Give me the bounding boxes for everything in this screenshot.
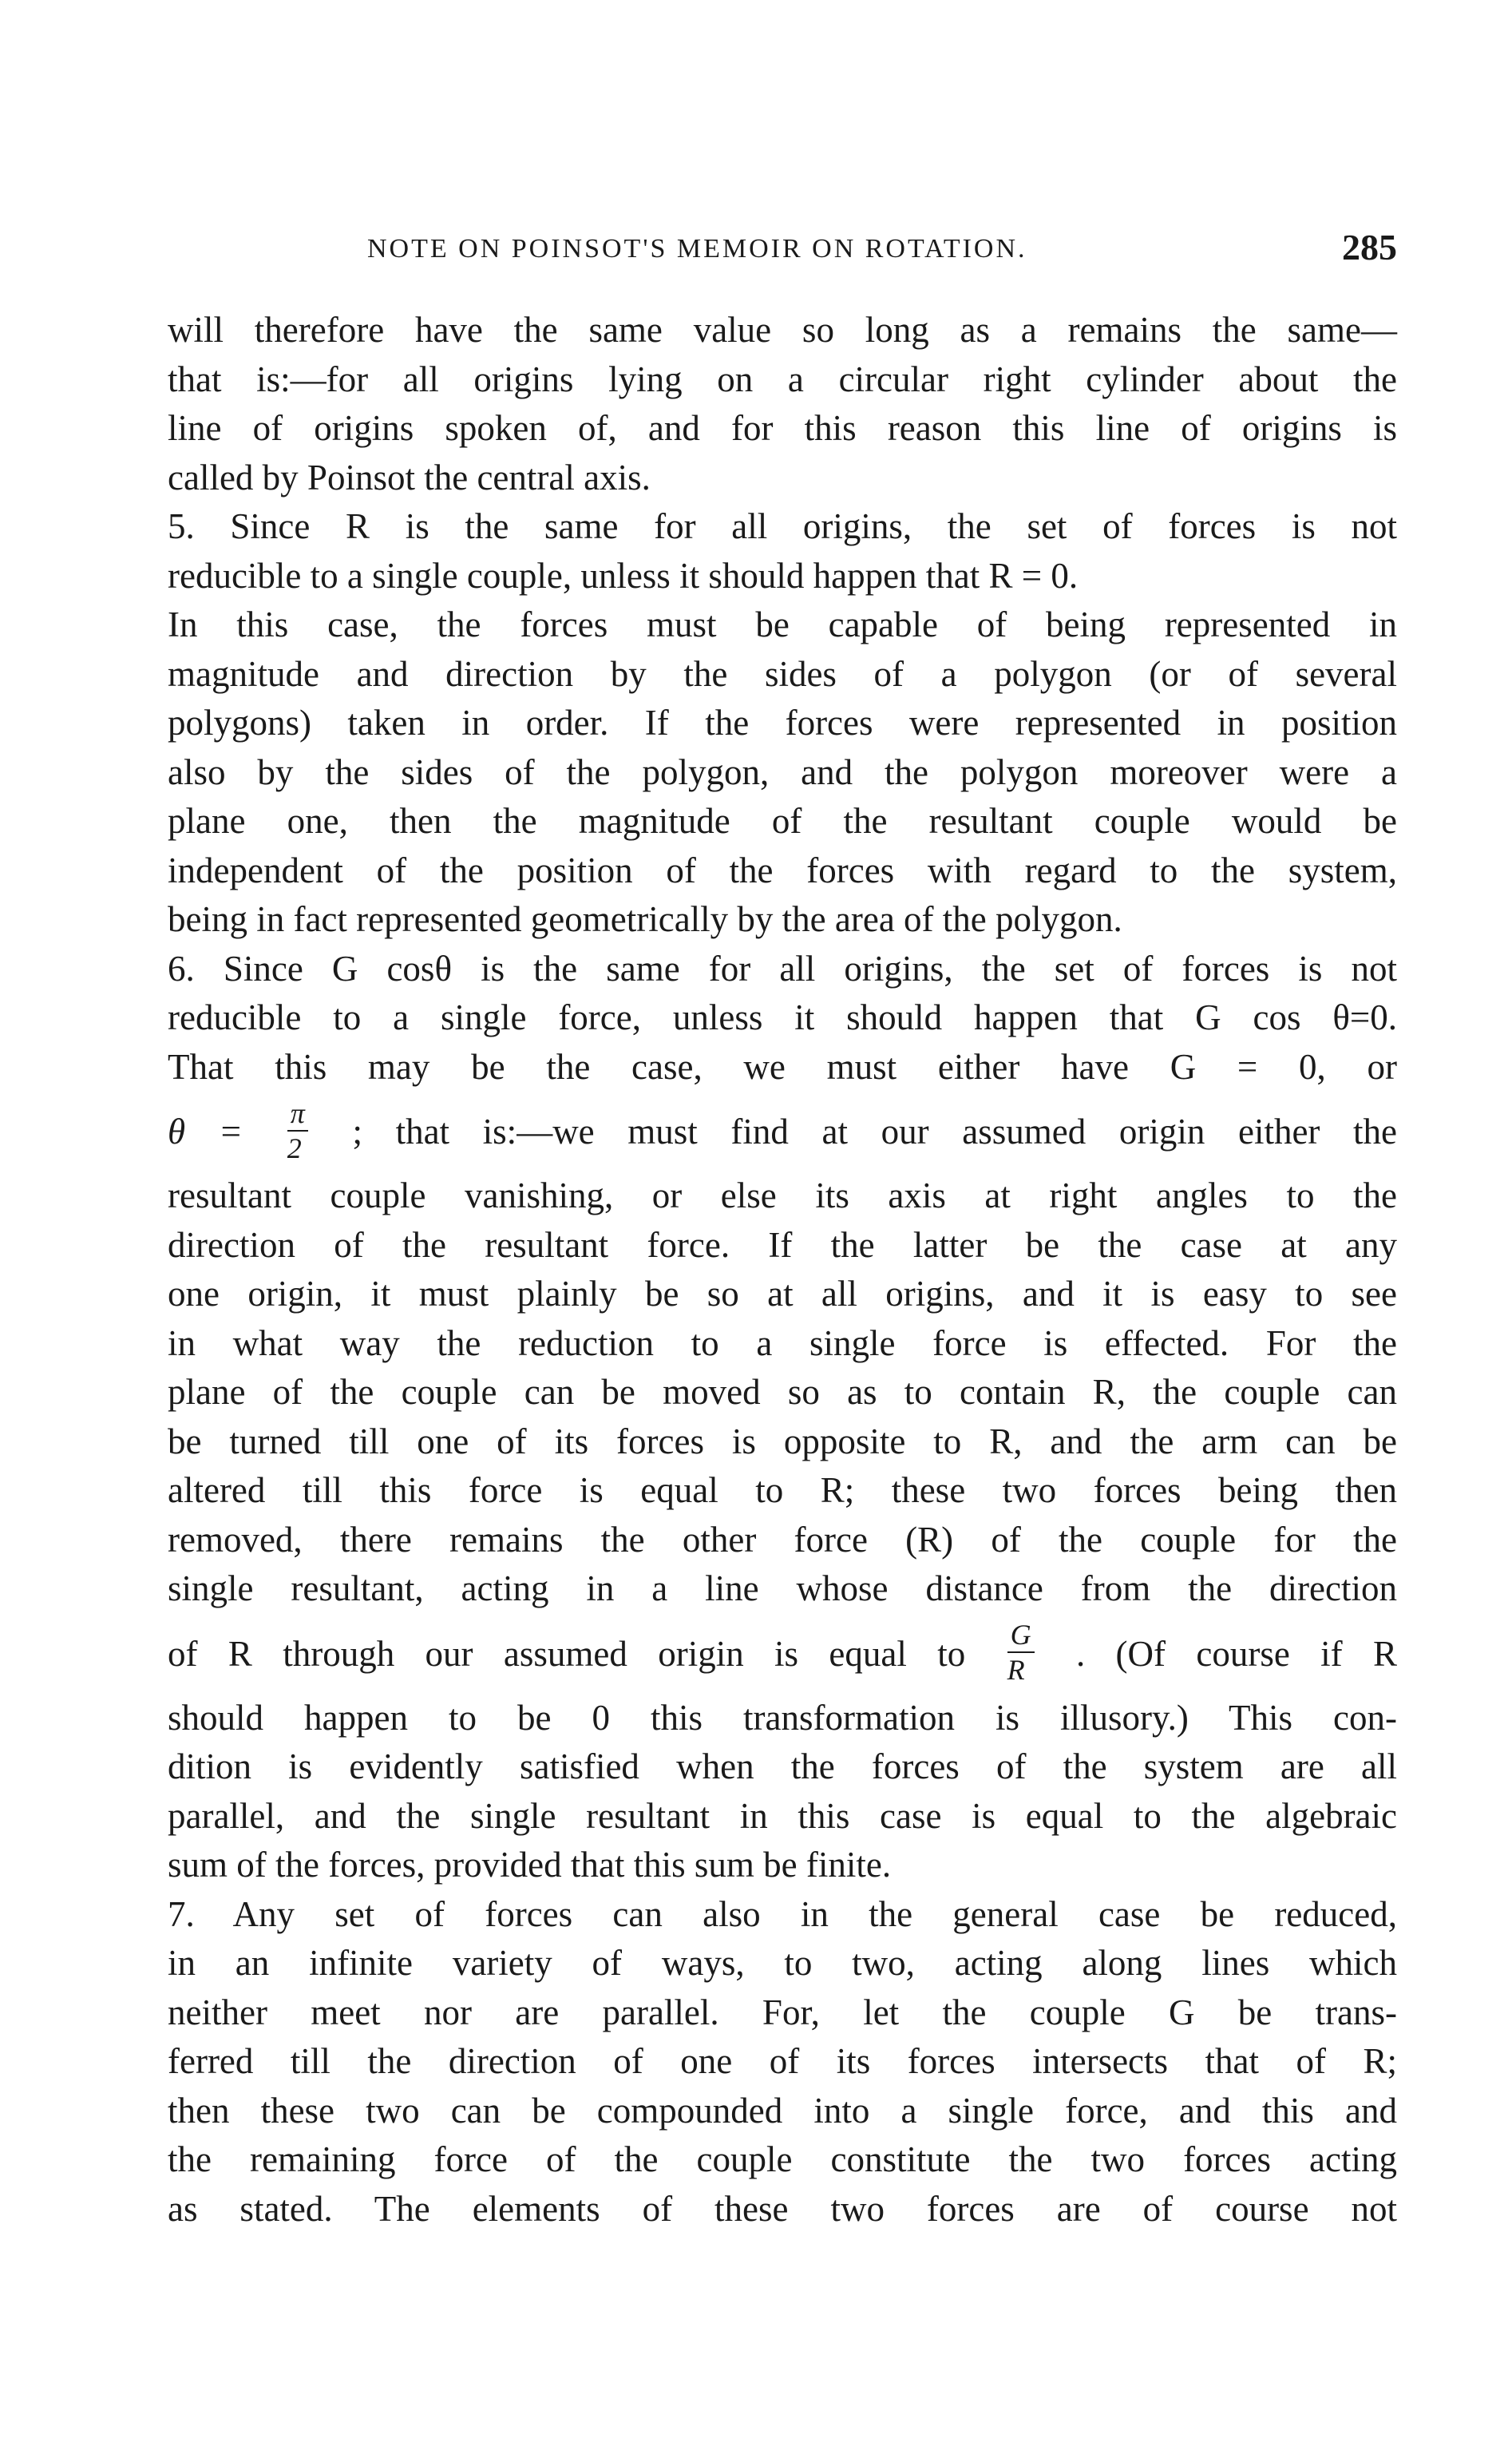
text-line: reducible to a single couple, unless it should happen that R = 0. — [168, 555, 1079, 596]
text-line: should happen to be 0 this transformation is illusory.) This con- — [168, 1697, 1397, 1738]
text-line: dition is evidently satisfied when the forces of the system are all — [168, 1746, 1397, 1786]
fraction-line-pre: of R through our assumed origin is equal to — [168, 1633, 966, 1674]
text-line: one origin, it must plainly be so at all origins, and it is easy to see — [168, 1274, 1397, 1314]
text-line: plane one, then the magnitude of the resultant couple would be — [168, 801, 1397, 841]
text-line: 6. Since G cosθ is the same for all origins, the set of forces is not — [168, 948, 1397, 989]
text-line: 5. Since R is the same for all origins, the set of forces is not — [168, 506, 1397, 546]
text-line: in what way the reduction to a single force is effected. For the — [168, 1322, 1397, 1363]
fraction-line-post: . (Of course if R — [1075, 1633, 1398, 1674]
text-line: the remaining force of the couple constitute the two forces acting — [168, 2139, 1397, 2179]
theta-lhs: θ = — [168, 1112, 243, 1152]
page-number: 285 — [1342, 227, 1397, 268]
fraction-numerator: G — [1007, 1620, 1035, 1653]
pi-over-two-fraction — [287, 1096, 308, 1164]
fraction-numerator: π — [287, 1099, 308, 1132]
running-head — [168, 220, 1397, 276]
text-line: parallel, and the single resultant in this case is equal to the algebraic — [168, 1795, 1397, 1836]
theta-equation-line — [168, 1092, 1397, 1171]
text-line: in an infinite variety of ways, to two, acting along lines which — [168, 1943, 1397, 1983]
text-line: reducible to a single force, unless it should happen that G cos θ=0. — [168, 997, 1397, 1037]
text-line: resultant couple vanishing, or else its axis at right angles to the — [168, 1175, 1397, 1215]
text-line: ferred till the direction of one of its forces intersects that of R; — [168, 2041, 1397, 2081]
g-over-r-fraction — [1007, 1619, 1035, 1687]
body-text — [168, 306, 1397, 2234]
text-line: polygons) taken in order. If the forces were represented in position — [168, 703, 1397, 743]
text-line: called by Poinsot the central axis. — [168, 457, 651, 498]
text-line: neither meet nor are parallel. For, let the couple G be trans- — [168, 1992, 1397, 2032]
text-line: that is:—for all origins lying on a circular right cylinder about the — [168, 359, 1397, 399]
text-line: then these two can be compounded into a single force, and this and — [168, 2090, 1397, 2131]
text-line: will therefore have the same value so long as a remains the same— — [168, 310, 1397, 350]
text-line: single resultant, acting in a line whose distance from the direction — [168, 1568, 1397, 1608]
fraction-denominator: 2 — [287, 1132, 302, 1164]
text-line: also by the sides of the polygon, and the polygon moreover were a — [168, 751, 1397, 792]
text-line: being in fact represented geometrically by the area of the polygon. — [168, 899, 1122, 939]
text-line: In this case, the forces must be capable of being represented in — [168, 605, 1397, 644]
text-line: be turned till one of its forces is opposite to R, and the arm can be — [168, 1421, 1397, 1461]
text-line: magnitude and direction by the sides of a polygon (or of several — [168, 653, 1397, 694]
text-line: altered till this force is equal to R; these two forces being then — [168, 1470, 1397, 1510]
fraction-denominator: R — [1007, 1654, 1025, 1687]
distance-fraction-line — [168, 1614, 1397, 1694]
theta-line-rest: ; that is:—we must find at our assumed origin either the — [352, 1112, 1398, 1152]
text-line: sum of the forces, provided that this sum be finite. — [168, 1845, 892, 1885]
text-line: That this may be the case, we must either have G = 0, or — [168, 1046, 1397, 1087]
text-line: plane of the couple can be moved so as to contain R, the couple can — [168, 1372, 1397, 1412]
text-line: removed, there remains the other force (R) of the couple for the — [168, 1519, 1397, 1560]
page — [168, 220, 1397, 2234]
text-line: direction of the resultant force. If the latter be the case at any — [168, 1224, 1397, 1265]
text-line: line of origins spoken of, and for this reason this line of origins is — [168, 408, 1397, 448]
running-title: NOTE ON POINSOT'S MEMOIR ON ROTATION. — [367, 234, 1027, 264]
text-line: as stated. The elements of these two forces are of course not — [168, 2188, 1397, 2229]
text-line: 7. Any set of forces can also in the general case be reduced, — [168, 1893, 1397, 1934]
text-line: independent of the position of the forces with regard to the system, — [168, 850, 1397, 890]
